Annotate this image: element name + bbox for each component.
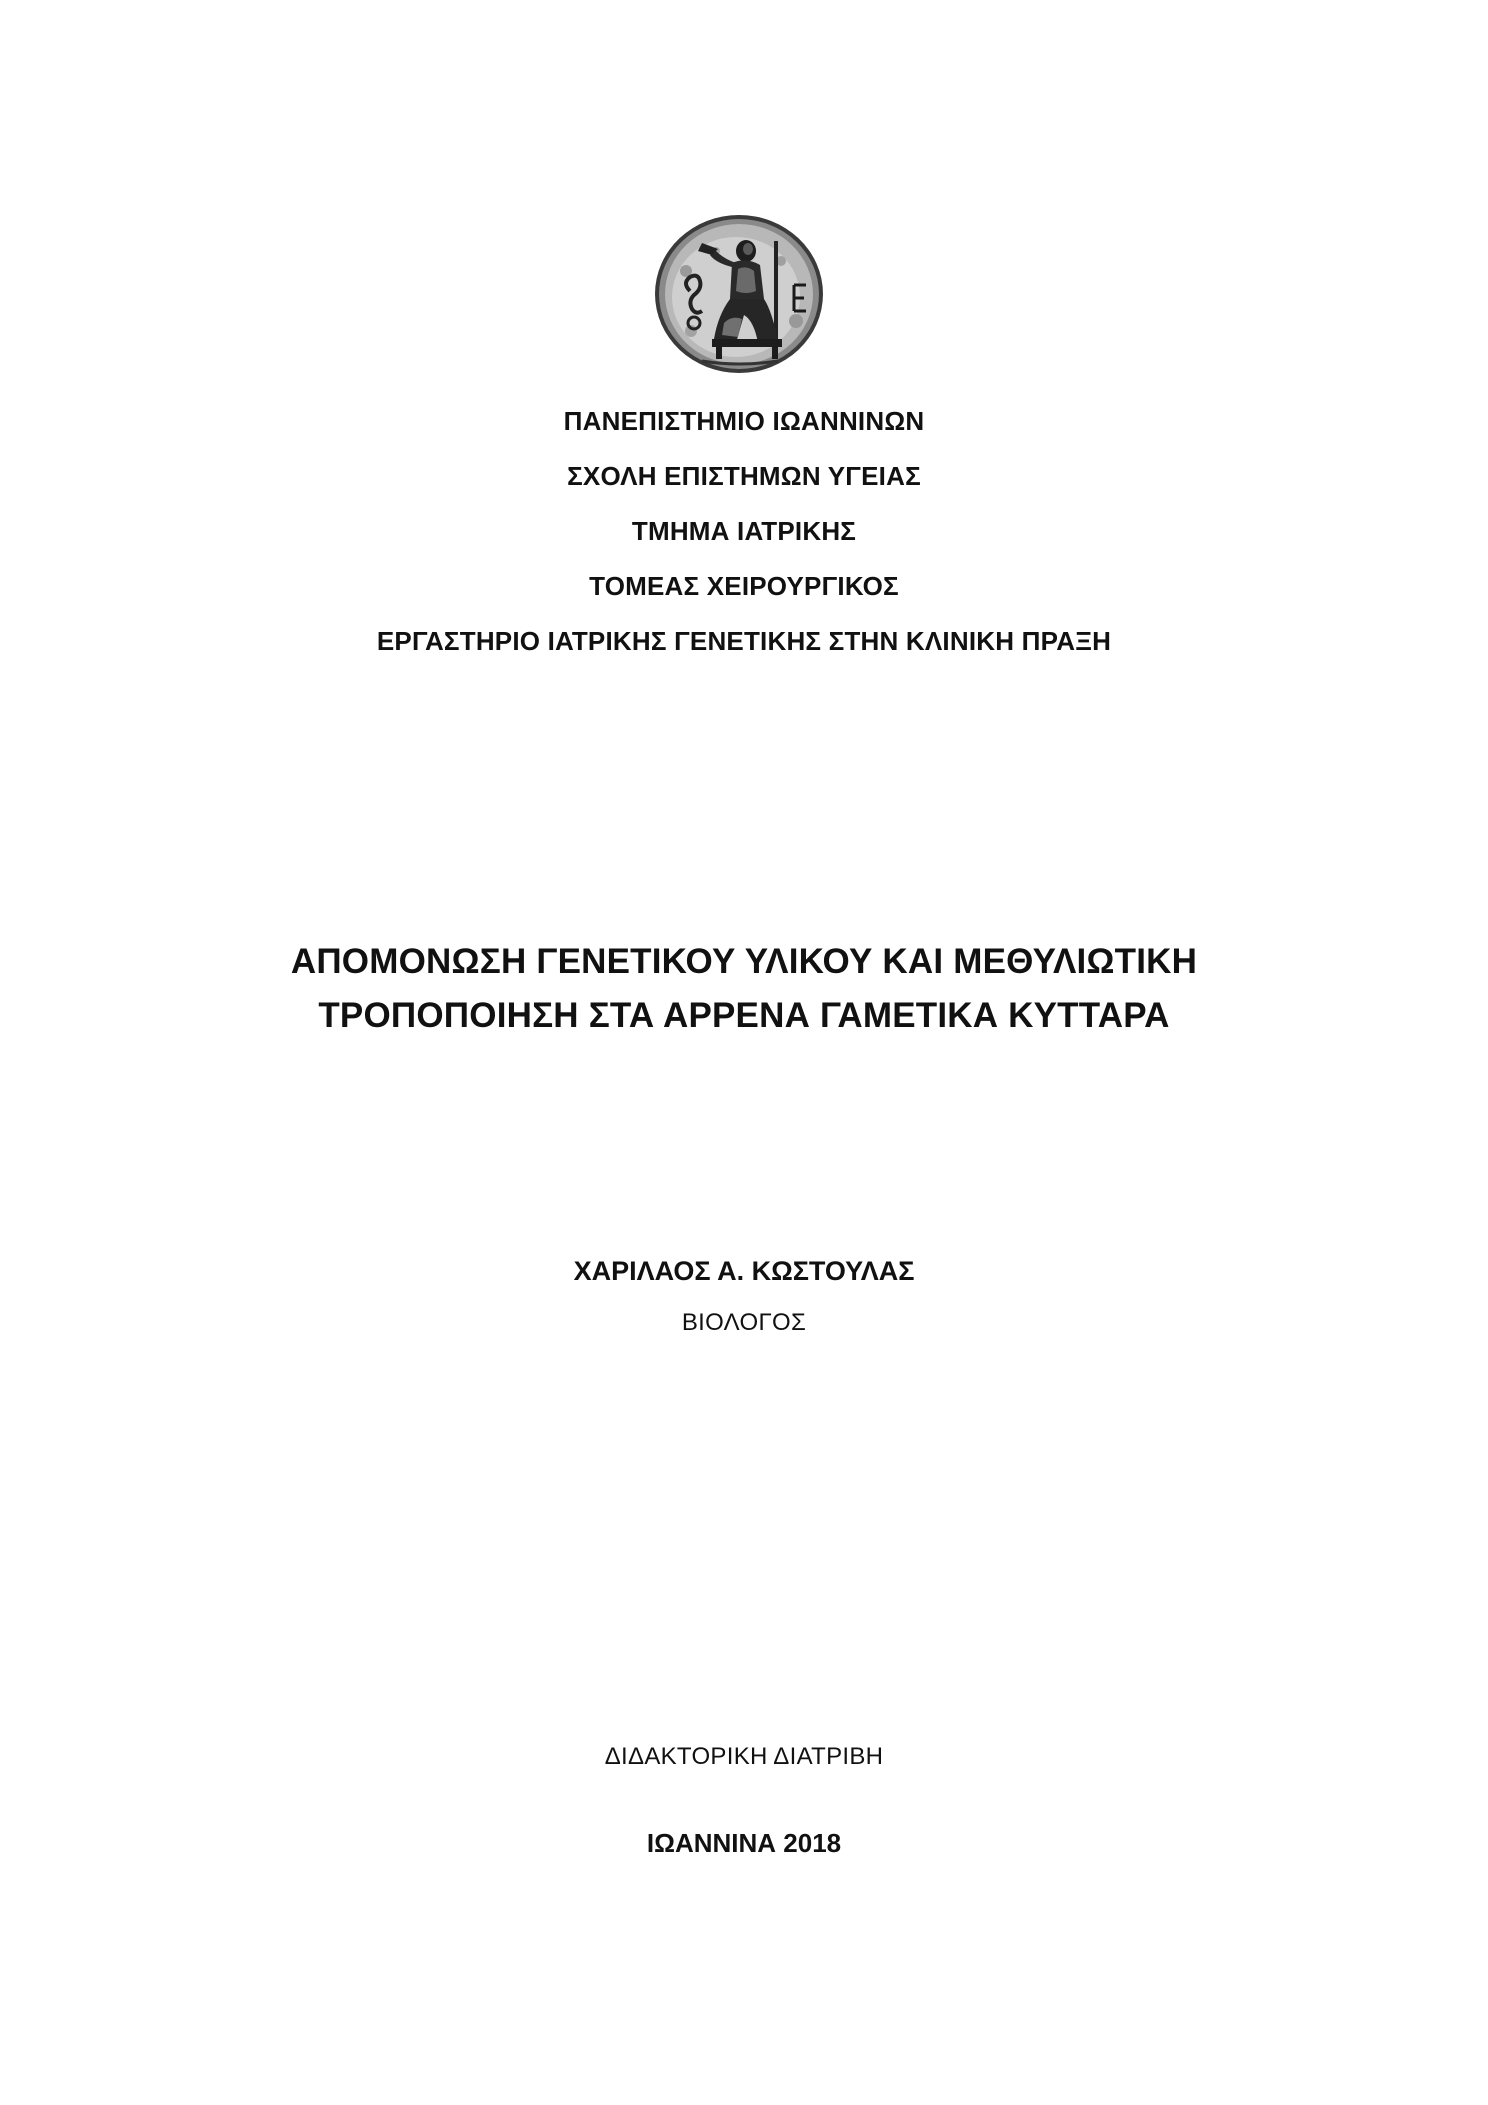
laboratory-name: ΕΡΓΑΣΤΗΡΙΟ ΙΑΤΡΙΚΗΣ ΓΕΝΕΤΙΚΗΣ ΣΤΗΝ ΚΛΙΝΙΚΗ ΠΡΑΞΗ	[376, 626, 1112, 656]
thesis-title-line-2: ΤΡΟΠΟΠΟΙΗΣΗ ΣΤΑ ΑΡΡΕΝΑ ΓΑΜΕΤΙΚΑ ΚΥΤΤΑΡΑ	[318, 996, 1170, 1035]
university-name: ΠΑΝΕΠΙΣΤΗΜΙΟ ΙΩΑΝΝΙΝΩΝ	[563, 406, 925, 436]
department-name: ΤΜΗΜΑ ΙΑΤΡΙΚΗΣ	[631, 516, 857, 546]
coin-seal-icon	[646, 211, 832, 377]
author-profession: ΒΙΟΛΟΓΟΣ	[681, 1309, 807, 1336]
place-and-year: ΙΩΑΝΝΙΝΑ 2018	[646, 1828, 842, 1858]
author-name: ΧΑΡΙΛΑΟΣ Α. ΚΩΣΤΟΥΛΑΣ	[573, 1256, 915, 1286]
school-name: ΣΧΟΛΗ ΕΠΙΣΤΗΜΩΝ ΥΓΕΙΑΣ	[567, 461, 921, 491]
document-type: ΔΙΔΑΚΤΟΡΙΚΗ ΔΙΑΤΡΙΒΗ	[604, 1743, 884, 1770]
sector-name: ΤΟΜΕΑΣ ΧΕΙΡΟΥΡΓΙΚΟΣ	[589, 571, 899, 601]
university-seal	[646, 211, 832, 377]
thesis-title-line-1: ΑΠΟΜΟΝΩΣΗ ΓΕΝΕΤΙΚΟΥ ΥΛΙΚΟΥ ΚΑΙ ΜΕΘΥΛΙΩΤΙΚΗ	[290, 942, 1198, 981]
